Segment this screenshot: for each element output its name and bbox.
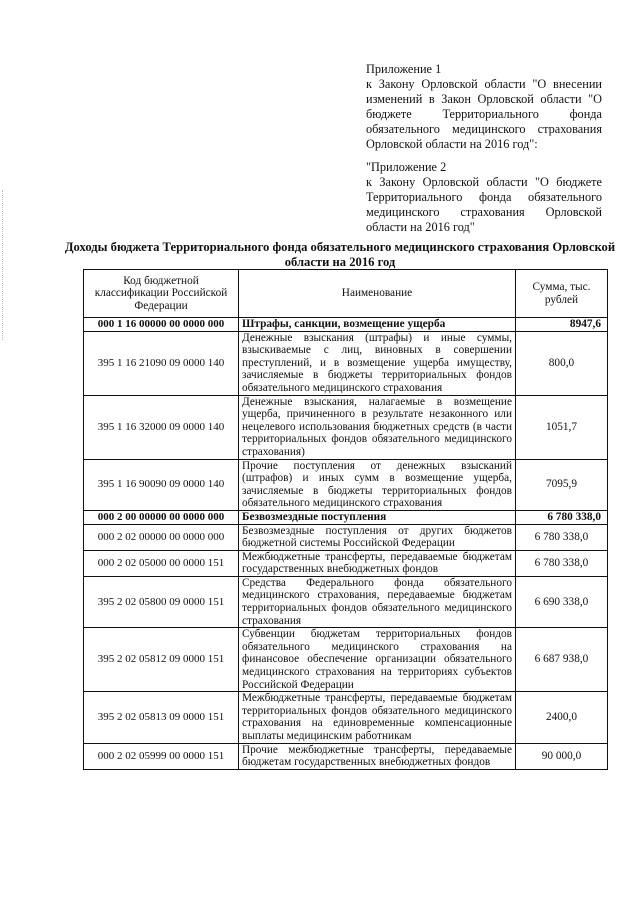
row-name: Средства Федерального фонда обязательного медицинского страхования, передаваемые бюджетам территориальных фондов обязательного медицинского страхования xyxy=(239,576,516,627)
row-amount: 800,0 xyxy=(516,331,608,395)
table-row xyxy=(84,318,608,332)
row-code: 395 2 02 05813 09 0000 151 xyxy=(84,692,239,743)
row-name: Межбюджетные трансферты, передаваемые бюджетам государственных внебюджетных фондов xyxy=(239,550,516,576)
appendix-2-text: к Закону Орловской области "О бюджете Территориального фонда обязательного медицинского страхования Орловской области на 2016 год" xyxy=(366,175,602,234)
page-edge-mark xyxy=(2,190,6,340)
row-name: Межбюджетные трансферты, передаваемые бюджетам территориальных фондов обязательного медицинского страхования на единовременные компенсационные выплаты медицинским работникам xyxy=(239,692,516,743)
row-code: 395 2 02 05800 09 0000 151 xyxy=(84,576,239,627)
row-code: 000 2 02 05999 00 0000 151 xyxy=(84,743,239,769)
row-amount: 6 690 338,0 xyxy=(516,576,608,627)
table-header-row xyxy=(84,270,608,318)
table-row xyxy=(84,510,608,524)
row-code: 395 1 16 21090 09 0000 140 xyxy=(84,331,239,395)
document-title: Доходы бюджета Территориального фонда обязательного медицинского страхования Орловской области на 2016 год xyxy=(64,240,616,269)
header-name: Наименование xyxy=(239,270,516,318)
row-name: Прочие межбюджетные трансферты, передаваемые бюджетам государственных внебюджетных фондов xyxy=(239,743,516,769)
table-row xyxy=(84,459,608,510)
row-amount: 1051,7 xyxy=(516,395,608,459)
appendix-1-heading: Приложение 1 xyxy=(366,62,442,76)
row-code: 395 2 02 05812 09 0000 151 xyxy=(84,628,239,692)
table-row xyxy=(84,743,608,769)
appendix-2-heading: "Приложение 2 xyxy=(366,160,447,174)
row-name: Безвозмездные поступления xyxy=(239,510,516,524)
header-amount: Сумма, тыс. рублей xyxy=(516,270,608,318)
table-row xyxy=(84,395,608,459)
table-row xyxy=(84,576,608,627)
row-amount: 90 000,0 xyxy=(516,743,608,769)
appendix-1-text: к Закону Орловской области "О внесении изменений в Закон Орловской области "О бюджете Территориального фонда обязательного медицинского страхования Орловской области на 2016 год": xyxy=(366,77,602,151)
table-row xyxy=(84,331,608,395)
table-row xyxy=(84,524,608,550)
row-name: Штрафы, санкции, возмещение ущерба xyxy=(239,318,516,332)
header-code: Код бюджетной классификации Российской Федерации xyxy=(84,270,239,318)
row-name: Денежные взыскания, налагаемые в возмещение ущерба, причиненного в результате незаконного или нецелевого использования бюджетных средств (в части территориальных фондов обязательного медицинского страхования) xyxy=(239,395,516,459)
row-name: Субвенции бюджетам территориальных фондов обязательного медицинского страхования на финансовое обеспечение организации обязательного медицинского страхования на территориях субъектов Российской Федерации xyxy=(239,628,516,692)
row-code: 000 2 02 00000 00 0000 000 xyxy=(84,524,239,550)
row-amount: 6 780 338,0 xyxy=(516,550,608,576)
table-row xyxy=(84,628,608,692)
row-amount: 8947,6 xyxy=(516,318,608,332)
revenue-table xyxy=(83,269,608,770)
row-amount: 6 780 338,0 xyxy=(516,510,608,524)
row-amount: 7095,9 xyxy=(516,459,608,510)
row-amount: 6 687 938,0 xyxy=(516,628,608,692)
row-code: 395 1 16 32000 09 0000 140 xyxy=(84,395,239,459)
row-code: 395 1 16 90090 09 0000 140 xyxy=(84,459,239,510)
table-row xyxy=(84,550,608,576)
row-name: Денежные взыскания (штрафы) и иные суммы, взыскиваемые с лиц, виновных в совершении преступлений, и в возмещение ущерба имуществу, зачисляемые в бюджеты территориальных фондов обязательного медицинского страхования xyxy=(239,331,516,395)
row-code: 000 2 00 00000 00 0000 000 xyxy=(84,510,239,524)
table-row xyxy=(84,692,608,743)
row-code: 000 2 02 05000 00 0000 151 xyxy=(84,550,239,576)
row-amount: 2400,0 xyxy=(516,692,608,743)
row-amount: 6 780 338,0 xyxy=(516,524,608,550)
row-name: Безвозмездные поступления от других бюджетов бюджетной системы Российской Федерации xyxy=(239,524,516,550)
appendix-block xyxy=(366,62,602,235)
row-name: Прочие поступления от денежных взысканий (штрафов) и иных сумм в возмещение ущерба, зачисляемые в бюджеты территориальных фондов обязательного медицинского страхования xyxy=(239,459,516,510)
row-code: 000 1 16 00000 00 0000 000 xyxy=(84,318,239,332)
